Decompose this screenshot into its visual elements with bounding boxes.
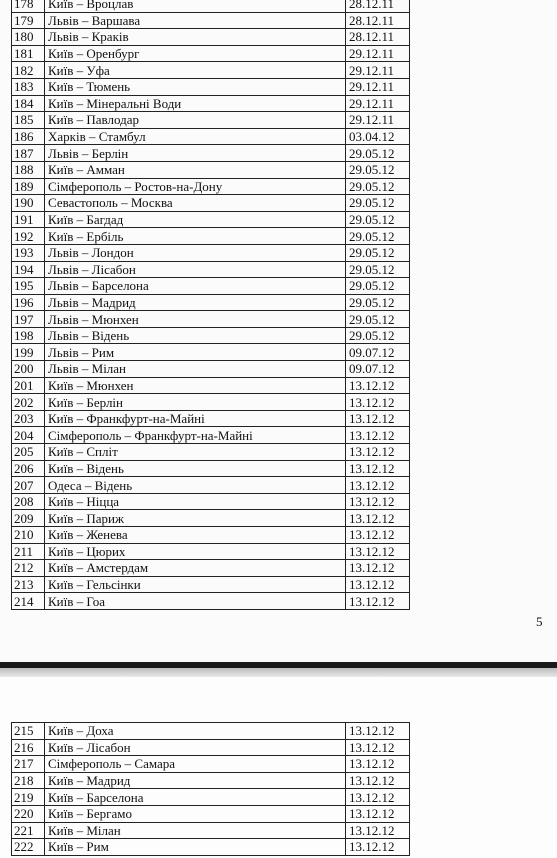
routes-table (11, 0, 410, 610)
row-number-cell: 222 (12, 839, 45, 856)
row-number-cell: 196 (12, 294, 45, 311)
table-row (12, 510, 410, 527)
route-cell: Київ – Спліт (45, 444, 346, 461)
row-number-cell: 189 (12, 178, 45, 195)
table-row (12, 593, 410, 610)
route-cell: Львів – Краків (45, 29, 346, 46)
row-number-cell: 181 (12, 45, 45, 62)
date-cell: 13.12.12 (346, 427, 410, 444)
table-row (12, 0, 410, 12)
date-cell: 13.12.12 (346, 739, 410, 756)
row-number-cell: 212 (12, 560, 45, 577)
route-cell: Київ – Берлін (45, 394, 346, 411)
table-row (12, 29, 410, 46)
route-cell: Київ – Оренбург (45, 45, 346, 62)
row-number-cell: 193 (12, 244, 45, 261)
row-number-cell: 178 (12, 0, 45, 12)
route-cell: Львів – Рим (45, 344, 346, 361)
route-cell: Львів – Лондон (45, 244, 346, 261)
row-number-cell: 219 (12, 789, 45, 806)
table-row (12, 723, 410, 740)
route-cell: Київ – Амман (45, 161, 346, 178)
route-cell: Київ – Женева (45, 527, 346, 544)
date-cell: 29.05.12 (346, 211, 410, 228)
date-cell: 13.12.12 (346, 543, 410, 560)
row-number-cell: 221 (12, 822, 45, 839)
row-number-cell: 187 (12, 145, 45, 162)
route-cell: Київ – Амстердам (45, 560, 346, 577)
row-number-cell: 180 (12, 29, 45, 46)
table-row (12, 327, 410, 344)
table-row (12, 756, 410, 773)
table-row (12, 560, 410, 577)
table-row (12, 377, 410, 394)
page-separator-shadow (0, 668, 557, 677)
table-row (12, 805, 410, 822)
date-cell: 28.12.11 (346, 0, 410, 12)
date-cell: 29.05.12 (346, 261, 410, 278)
route-cell: Одеса – Відень (45, 477, 346, 494)
row-number-cell: 197 (12, 311, 45, 328)
date-cell: 13.12.12 (346, 839, 410, 856)
route-cell: Київ – Лісабон (45, 739, 346, 756)
route-cell: Сімферополь – Франкфурт-на-Майні (45, 427, 346, 444)
route-cell: Львів – Барселона (45, 278, 346, 295)
route-cell: Київ – Ніцца (45, 493, 346, 510)
date-cell: 13.12.12 (346, 460, 410, 477)
date-cell: 13.12.12 (346, 576, 410, 593)
table-row (12, 145, 410, 162)
route-cell: Київ – Мадрид (45, 772, 346, 789)
route-cell: Київ – Мюнхен (45, 377, 346, 394)
date-cell: 13.12.12 (346, 789, 410, 806)
table-row (12, 493, 410, 510)
date-cell: 29.12.11 (346, 95, 410, 112)
row-number-cell: 218 (12, 772, 45, 789)
row-number-cell: 216 (12, 739, 45, 756)
row-number-cell: 185 (12, 112, 45, 129)
table-row (12, 410, 410, 427)
route-cell: Київ – Бергамо (45, 805, 346, 822)
table-row (12, 12, 410, 29)
date-cell: 13.12.12 (346, 444, 410, 461)
date-cell: 29.05.12 (346, 311, 410, 328)
date-cell: 29.12.11 (346, 78, 410, 95)
date-cell: 29.05.12 (346, 294, 410, 311)
row-number-cell: 190 (12, 195, 45, 212)
route-cell: Севастополь – Москва (45, 195, 346, 212)
date-cell: 13.12.12 (346, 377, 410, 394)
route-cell: Львів – Відень (45, 327, 346, 344)
row-number-cell: 208 (12, 493, 45, 510)
route-cell: Київ – Тюмень (45, 78, 346, 95)
table-row (12, 477, 410, 494)
route-cell: Київ – Гельсінки (45, 576, 346, 593)
routes-table-continued (11, 722, 410, 856)
row-number-cell: 188 (12, 161, 45, 178)
date-cell: 13.12.12 (346, 527, 410, 544)
route-cell: Львів – Варшава (45, 12, 346, 29)
table-row (12, 228, 410, 245)
table-row (12, 45, 410, 62)
date-cell: 09.07.12 (346, 344, 410, 361)
route-cell: Київ – Франкфурт-на-Майні (45, 410, 346, 427)
table-row (12, 543, 410, 560)
date-cell: 13.12.12 (346, 772, 410, 789)
row-number-cell: 195 (12, 278, 45, 295)
route-cell: Київ – Барселона (45, 789, 346, 806)
table-row (12, 261, 410, 278)
row-number-cell: 198 (12, 327, 45, 344)
table-row (12, 128, 410, 145)
table-row (12, 211, 410, 228)
table-row (12, 112, 410, 129)
route-cell: Київ – Відень (45, 460, 346, 477)
table-row (12, 576, 410, 593)
date-cell: 09.07.12 (346, 361, 410, 378)
page-number: 5 (536, 614, 543, 629)
table-row (12, 278, 410, 295)
row-number-cell: 203 (12, 410, 45, 427)
table-row (12, 427, 410, 444)
table-row (12, 527, 410, 544)
date-cell: 29.12.11 (346, 45, 410, 62)
date-cell: 29.12.11 (346, 62, 410, 79)
route-cell: Харків – Стамбул (45, 128, 346, 145)
date-cell: 13.12.12 (346, 410, 410, 427)
date-cell: 29.05.12 (346, 278, 410, 295)
row-number-cell: 220 (12, 805, 45, 822)
route-cell: Сімферополь – Ростов-на-Дону (45, 178, 346, 195)
date-cell: 28.12.11 (346, 12, 410, 29)
table-row (12, 361, 410, 378)
route-cell: Київ – Ербіль (45, 228, 346, 245)
table-row (12, 62, 410, 79)
date-cell: 29.05.12 (346, 327, 410, 344)
date-cell: 29.05.12 (346, 178, 410, 195)
date-cell: 13.12.12 (346, 593, 410, 610)
table-row (12, 822, 410, 839)
table-row (12, 161, 410, 178)
date-cell: 29.05.12 (346, 244, 410, 261)
date-cell: 29.05.12 (346, 145, 410, 162)
table-row (12, 95, 410, 112)
row-number-cell: 202 (12, 394, 45, 411)
route-cell: Київ – Багдад (45, 211, 346, 228)
route-cell: Київ – Париж (45, 510, 346, 527)
table-row (12, 195, 410, 212)
route-cell: Львів – Мюнхен (45, 311, 346, 328)
date-cell: 13.12.12 (346, 477, 410, 494)
date-cell: 13.12.12 (346, 394, 410, 411)
row-number-cell: 179 (12, 12, 45, 29)
row-number-cell: 194 (12, 261, 45, 278)
date-cell: 13.12.12 (346, 560, 410, 577)
row-number-cell: 183 (12, 78, 45, 95)
date-cell: 29.05.12 (346, 228, 410, 245)
route-cell: Київ – Рим (45, 839, 346, 856)
route-cell: Київ – Мілан (45, 822, 346, 839)
route-cell: Київ – Павлодар (45, 112, 346, 129)
row-number-cell: 182 (12, 62, 45, 79)
row-number-cell: 192 (12, 228, 45, 245)
date-cell: 13.12.12 (346, 805, 410, 822)
date-cell: 13.12.12 (346, 822, 410, 839)
date-cell: 29.12.11 (346, 112, 410, 129)
table-row (12, 78, 410, 95)
route-cell: Львів – Лісабон (45, 261, 346, 278)
row-number-cell: 199 (12, 344, 45, 361)
route-cell: Київ – Доха (45, 723, 346, 740)
row-number-cell: 200 (12, 361, 45, 378)
table-row (12, 344, 410, 361)
row-number-cell: 215 (12, 723, 45, 740)
table-row (12, 244, 410, 261)
table-row (12, 294, 410, 311)
row-number-cell: 206 (12, 460, 45, 477)
date-cell: 29.05.12 (346, 195, 410, 212)
table-row (12, 460, 410, 477)
date-cell: 28.12.11 (346, 29, 410, 46)
row-number-cell: 214 (12, 593, 45, 610)
row-number-cell: 186 (12, 128, 45, 145)
date-cell: 29.05.12 (346, 161, 410, 178)
table-row (12, 739, 410, 756)
row-number-cell: 204 (12, 427, 45, 444)
table-row (12, 772, 410, 789)
routes-table-body (12, 723, 410, 856)
row-number-cell: 184 (12, 95, 45, 112)
route-cell: Київ – Мінеральні Води (45, 95, 346, 112)
date-cell: 13.12.12 (346, 756, 410, 773)
table-row (12, 444, 410, 461)
date-cell: 13.12.12 (346, 723, 410, 740)
route-cell: Київ – Цюрих (45, 543, 346, 560)
route-cell: Львів – Берлін (45, 145, 346, 162)
row-number-cell: 207 (12, 477, 45, 494)
table-row (12, 178, 410, 195)
row-number-cell: 210 (12, 527, 45, 544)
table-row (12, 789, 410, 806)
row-number-cell: 191 (12, 211, 45, 228)
table-row (12, 839, 410, 856)
table-row (12, 394, 410, 411)
route-cell: Київ – Вроцлав (45, 0, 346, 12)
row-number-cell: 205 (12, 444, 45, 461)
date-cell: 13.12.12 (346, 493, 410, 510)
row-number-cell: 211 (12, 543, 45, 560)
route-cell: Львів – Мадрид (45, 294, 346, 311)
row-number-cell: 201 (12, 377, 45, 394)
route-cell: Київ – Уфа (45, 62, 346, 79)
date-cell: 03.04.12 (346, 128, 410, 145)
route-cell: Львів – Мілан (45, 361, 346, 378)
row-number-cell: 217 (12, 756, 45, 773)
route-cell: Сімферополь – Самара (45, 756, 346, 773)
row-number-cell: 213 (12, 576, 45, 593)
routes-table-body (12, 0, 410, 609)
table-row (12, 311, 410, 328)
route-cell: Київ – Гоа (45, 593, 346, 610)
date-cell: 13.12.12 (346, 510, 410, 527)
row-number-cell: 209 (12, 510, 45, 527)
